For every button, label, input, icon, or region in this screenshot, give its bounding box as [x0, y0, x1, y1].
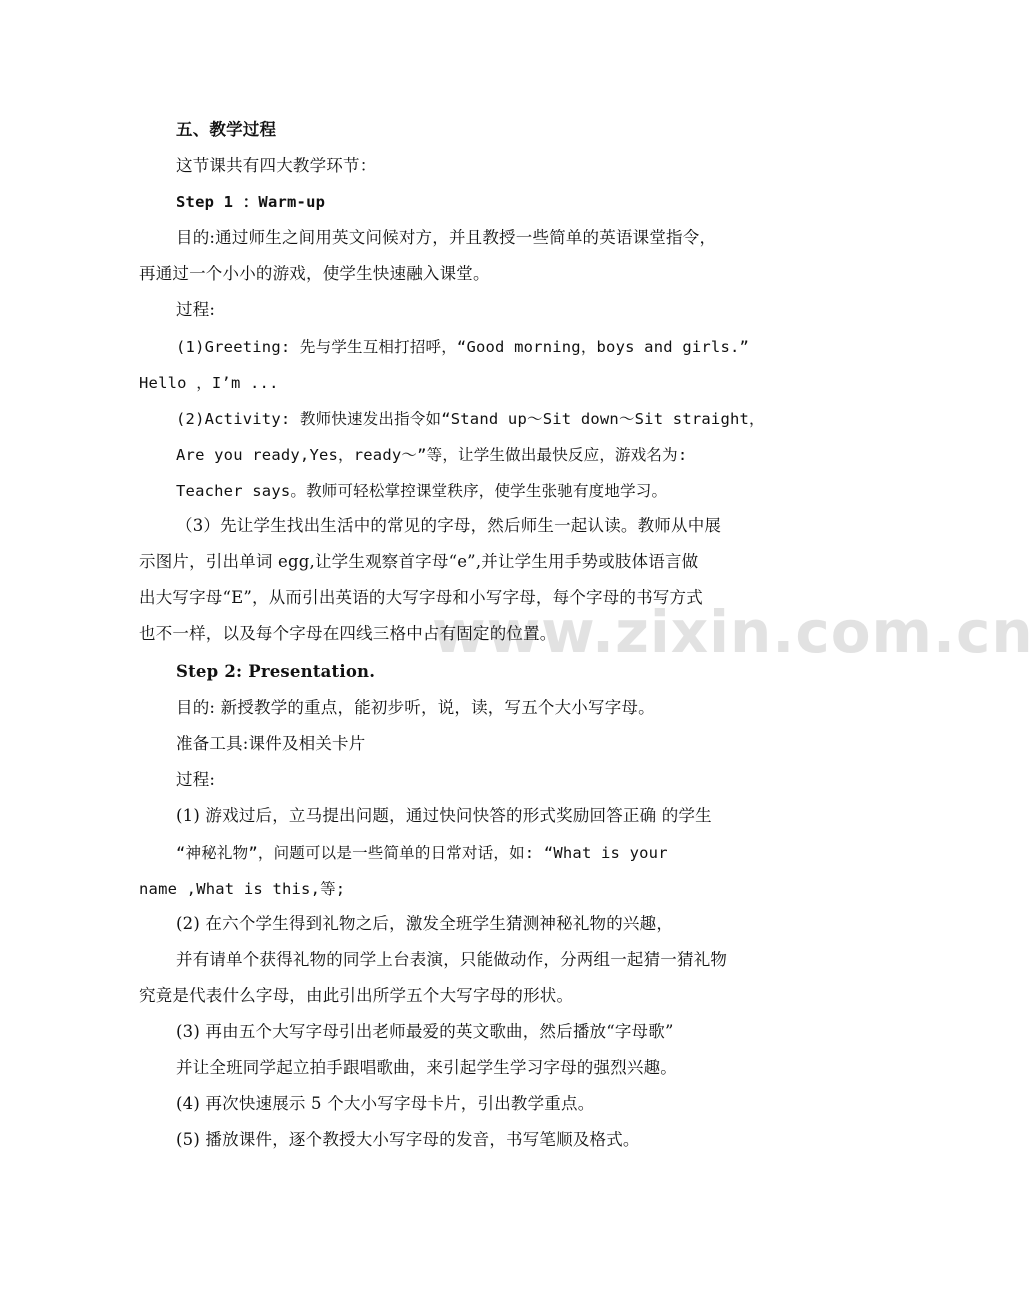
step2-item5: (5) 播放课件，逐个教授大小写字母的发音，书写笔顺及格式。	[176, 1130, 640, 1149]
step1-item2-line3: Teacher says。教师可轻松掌控课堂秩序，使学生张驰有度地学习。	[176, 482, 668, 500]
step2-item3-line2: 并让全班同学起立拍手跟唱歌曲，来引起学生学习字母的强烈兴趣。	[176, 1058, 677, 1077]
step1-item3-line1: （3）先让学生找出生活中的常见的字母，然后师生一起认读。教师从中展	[176, 516, 722, 535]
section-intro: 这节课共有四大教学环节：	[176, 156, 377, 175]
step1-item1-line1: (1)Greeting: 先与学生互相打招呼，“Good morning，boys and girls.”	[176, 338, 750, 356]
step2-title: Step 2: Presentation.	[176, 662, 376, 681]
step2-tools: 准备工具:课件及相关卡片	[176, 734, 366, 753]
step1-item1-line2: Hello ，I’m ...	[139, 374, 279, 392]
step1-process-label: 过程:	[176, 300, 216, 319]
step2-item4: (4) 再次快速展示 5 个大小写字母卡片，引出教学重点。	[176, 1094, 595, 1113]
watermark: www.zixin.com.cn	[432, 598, 1034, 666]
step2-process-label: 过程:	[176, 770, 216, 789]
step2-item1-line1: (1) 游戏过后，立马提出问题，通过快问快答的形式奖励回答正确 的学生	[176, 806, 712, 825]
step1-item2-line2: Are you ready,Yes，ready～”等，让学生做出最快反应，游戏名为:	[176, 446, 688, 464]
step1-title: Step 1 ：Warm-up	[176, 193, 326, 211]
step2-item2-line2: 并有请单个获得礼物的同学上台表演，只能做动作，分两组一起猜一猜礼物	[176, 950, 728, 969]
step1-item3-line4: 也不一样，以及每个字母在四线三格中占有固定的位置。	[139, 624, 557, 643]
step2-item1-line2: “神秘礼物”，问题可以是一些简单的日常对话，如: “What is your	[176, 844, 668, 862]
step1-item2-line1: (2)Activity: 教师快速发出指令如“Stand up～Sit down～Sit straight，	[176, 410, 765, 428]
step2-item2-line3: 究竟是代表什么字母，由此引出所学五个大写字母的形状。	[139, 986, 574, 1005]
step2-goal: 目的: 新授教学的重点，能初步听，说，读，写五个大小写字母。	[176, 698, 655, 717]
step1-item3-line2: 示图片，引出单词 egg,让学生观察首字母“e”,并让学生用手势或肢体语言做	[139, 552, 699, 571]
step2-item2-line1: (2) 在六个学生得到礼物之后，激发全班学生猜测神秘礼物的兴趣，	[176, 914, 674, 933]
step2-item1-line3: name ,What is this,等;	[139, 880, 346, 898]
step1-goal-line2: 再通过一个小小的游戏，使学生快速融入课堂。	[139, 264, 490, 283]
section-heading: 五、教学过程	[176, 120, 277, 139]
step2-item3-line1: (3) 再由五个大写字母引出老师最爱的英文歌曲，然后播放“字母歌”	[176, 1022, 674, 1041]
step1-goal-line1: 目的:通过师生之间用英文问候对方，并且教授一些简单的英语课堂指令，	[176, 228, 717, 247]
step1-item3-line3: 出大写字母“E”，从而引出英语的大写字母和小写字母，每个字母的书写方式	[139, 588, 703, 607]
